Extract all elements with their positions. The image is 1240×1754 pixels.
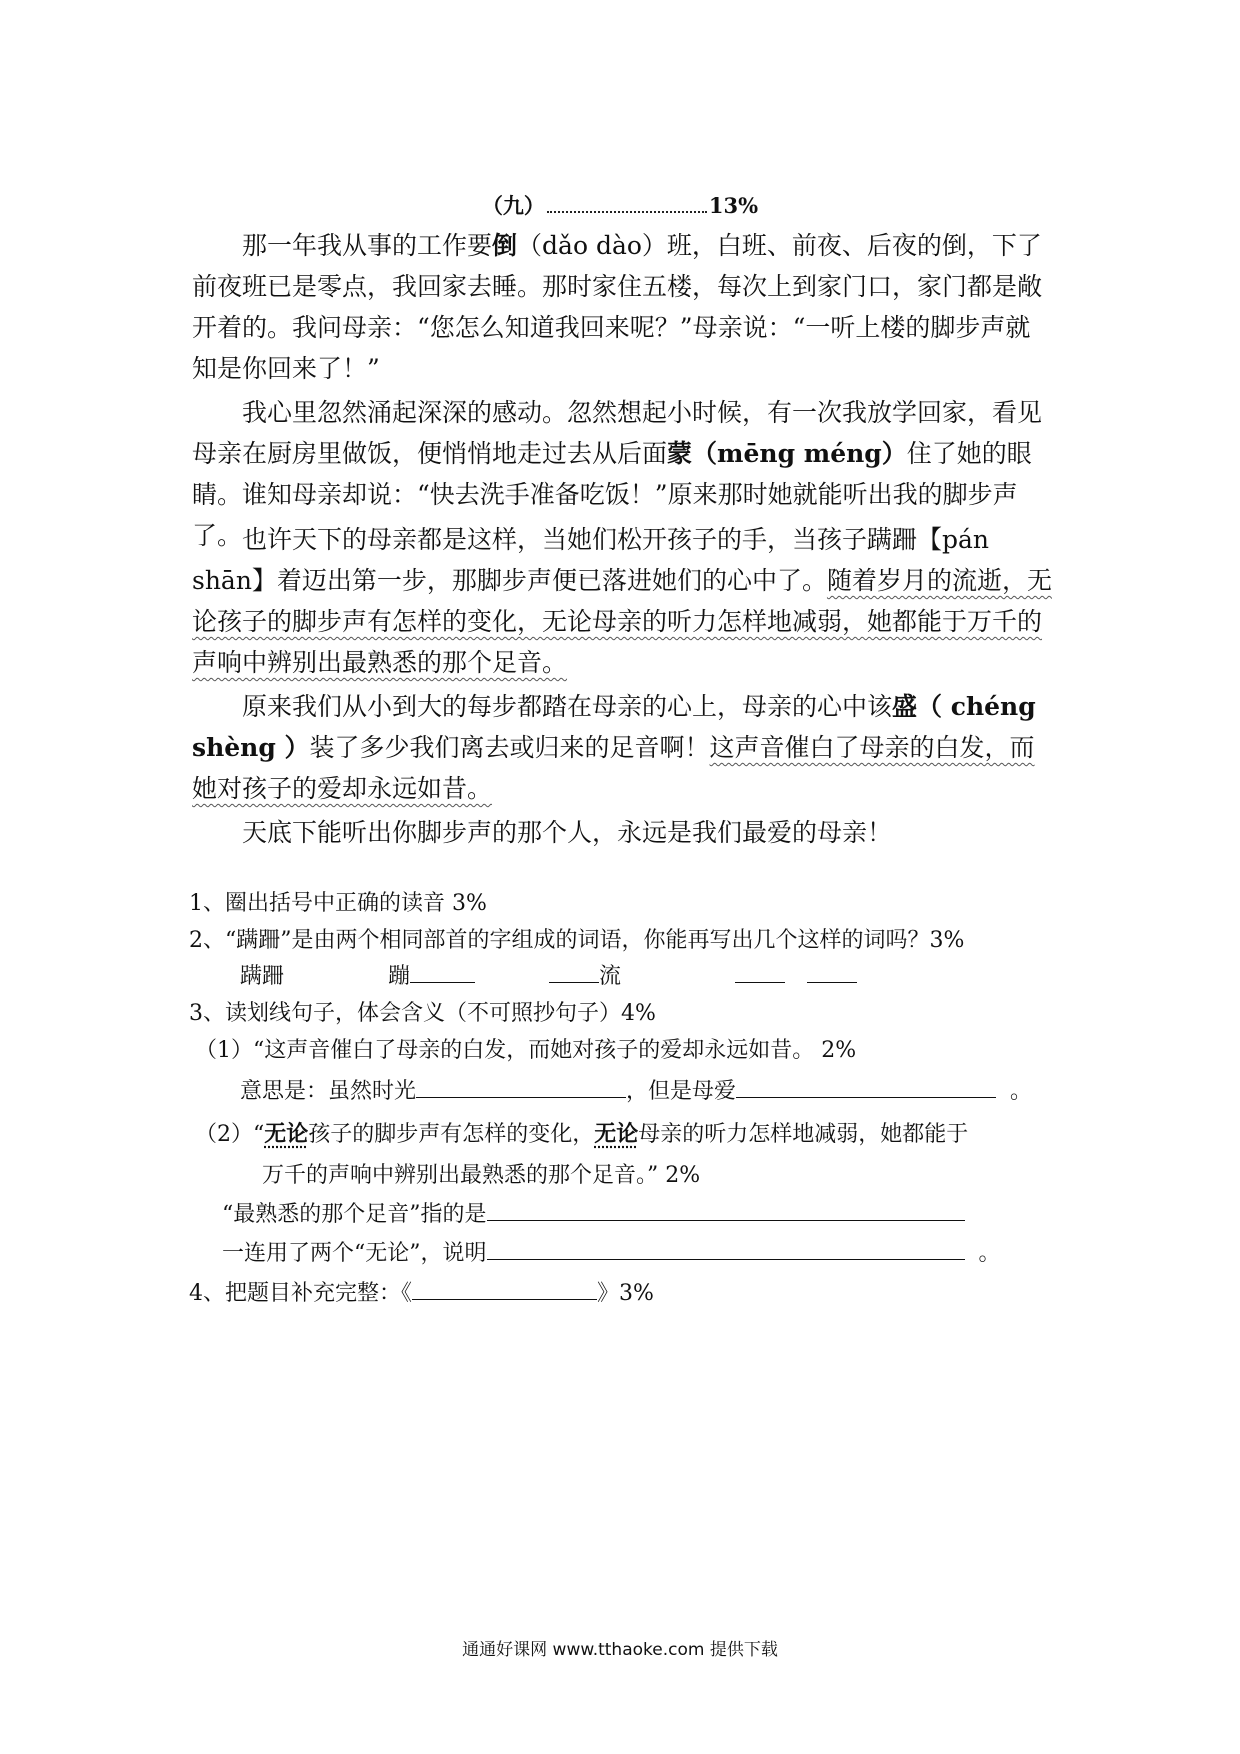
q3-1-label-b: ，但是母爱 bbox=[626, 1079, 737, 1104]
q3-1-blank-1[interactable] bbox=[416, 1075, 626, 1098]
title-prefix: （九） bbox=[481, 193, 545, 218]
question-2: 2、“蹒跚”是由两个相同部首的字组成的词语，你能再写出几个这样的词吗？3% bbox=[189, 928, 965, 953]
question-3-2 bbox=[195, 1118, 968, 1151]
p3-underlined-sentence: 随着岁月的流逝，无论孩子的脚步声有怎样的变化，无论母亲的听力怎样地减弱，她都能于万千的声响中辨别出最熟悉的那个足音。 bbox=[192, 566, 1052, 677]
question-4 bbox=[189, 1277, 654, 1310]
p4-bold-char: 盛 bbox=[892, 692, 918, 721]
q3-1-period: 。 bbox=[1010, 1079, 1033, 1104]
q3-2-blank-a[interactable] bbox=[487, 1198, 965, 1221]
p5-text: 天底下能听出你脚步声的那个人，永远是我们最爱的母亲！ bbox=[242, 818, 893, 847]
q3-2-mid: 孩子的脚步声有怎样的变化， bbox=[308, 1122, 595, 1147]
question-3-1: （1）“这声音催白了母亲的白发，而她对孩子的爱却永远如昔。 2% bbox=[195, 1038, 857, 1063]
footer-credit: 通通好课网 www.tthaoke.com 提供下载 bbox=[462, 1640, 778, 1660]
p1-text-b: （dǎo dào）班，白班、前夜、后夜的倒，下了前夜班已是零点，我回家去睡。那时家住五楼，每次上到家门口，家门都是敞开着的。我问母亲：“您怎么知道我回来呢？”母亲说：“一听上楼的脚步声就知是你回来了！” bbox=[192, 231, 1043, 383]
q3-2-answer-a bbox=[222, 1198, 965, 1231]
q4-title-blank[interactable] bbox=[412, 1277, 597, 1300]
paragraph-5 bbox=[192, 812, 1052, 853]
passage-title bbox=[0, 190, 1240, 220]
question-1: 1、圈出括号中正确的读音 3% bbox=[189, 891, 487, 916]
question-3: 3、读划线句子，体会含义（不可照抄句子）4% bbox=[189, 1001, 656, 1026]
q3-2-label-b: 一连用了两个“无论”，说明 bbox=[222, 1241, 487, 1266]
paragraph-1 bbox=[192, 225, 1052, 389]
p4-pinyin: （ chéng shèng ） bbox=[192, 692, 1036, 762]
paragraph-3 bbox=[192, 519, 1052, 683]
q2-blank-3a[interactable] bbox=[735, 960, 785, 983]
q3-2-label-a: “最熟悉的那个足音”指的是 bbox=[222, 1202, 487, 1227]
q3-2-rest: 母亲的听力怎样地减弱，她都能于 bbox=[638, 1122, 969, 1147]
title-blank bbox=[547, 195, 707, 213]
p4-text-b: 装了多少我们离去或归来的足音啊！ bbox=[309, 733, 710, 762]
p2-text-a: 我心里忽然涌起深深的感动。忽然想起小时候，有一次我放学回家，看见母亲在厨房里做饭，便悄悄地走过去从后面 bbox=[192, 398, 1043, 468]
q2-word-prefix-1: 蹦 bbox=[388, 964, 411, 989]
p1-text-a: 那一年我从事的工作要 bbox=[242, 231, 493, 260]
q3-2-emphasis-2: 无论 bbox=[594, 1121, 639, 1147]
q3-2-period: 。 bbox=[978, 1241, 1001, 1266]
q4-label-b: 》3% bbox=[597, 1281, 654, 1306]
p1-bold-char: 倒 bbox=[492, 231, 518, 260]
q2-word-suffix-2: 流 bbox=[599, 964, 622, 989]
p2-bold-char: 蒙 bbox=[667, 439, 693, 468]
p4-underlined-sentence: 这声音催白了母亲的白发，而她对孩子的爱却永远如昔。 bbox=[192, 733, 1035, 803]
q2-blank-2[interactable] bbox=[549, 960, 599, 983]
p3-text-a: 也许天下的母亲都是这样，当她们松开孩子的手，当孩子蹒跚【pán shān】着迈出第一步，那脚步声便已落进她们的心中了。 bbox=[192, 525, 990, 595]
q3-2-answer-b bbox=[222, 1237, 1001, 1270]
q2-blank-1[interactable] bbox=[410, 960, 475, 983]
q3-1-blank-2[interactable] bbox=[736, 1075, 996, 1098]
q2-answer-row bbox=[240, 960, 857, 993]
q3-2-prefix: （2）“ bbox=[195, 1122, 265, 1147]
q3-2-blank-b[interactable] bbox=[487, 1237, 965, 1260]
p4-text-a: 原来我们从小到大的每步都踏在母亲的心上，母亲的心中该 bbox=[242, 692, 893, 721]
question-3-2-line2: 万千的声响中辨别出最熟悉的那个足音。” 2% bbox=[262, 1163, 701, 1188]
q4-label-a: 4、把题目补充完整：《 bbox=[189, 1281, 412, 1306]
q3-2-emphasis-1: 无论 bbox=[264, 1121, 309, 1147]
q3-1-answer-row bbox=[240, 1075, 1032, 1108]
title-score: 13% bbox=[708, 193, 759, 218]
q3-1-label-a: 意思是：虽然时光 bbox=[240, 1079, 417, 1104]
p2-text-b: 住了她的眼睛。谁知母亲却说：“快去洗手准备吃饭！”原来那时她就能听出我的脚步声了。 bbox=[192, 439, 1032, 550]
p2-pinyin: （mēng méng） bbox=[692, 439, 907, 468]
q2-blank-3b[interactable] bbox=[807, 960, 857, 983]
q2-example-word: 蹒跚 bbox=[240, 964, 285, 989]
paragraph-4 bbox=[192, 686, 1052, 809]
